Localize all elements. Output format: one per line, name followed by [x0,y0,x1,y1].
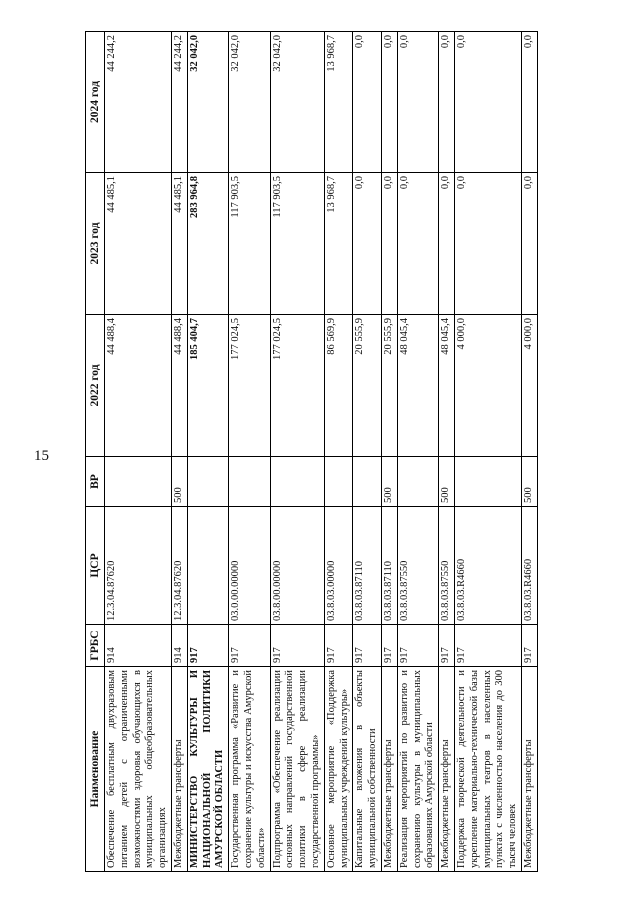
row-2024: 44 244,2 [172,32,188,173]
row-2023: 44 485,1 [172,173,188,315]
row-name: Реализация мероприятий по развитию и сохранению культуры в муниципальных образованиях Амурской области [397,667,438,872]
row-vr [105,457,172,507]
table-row [105,32,172,872]
row-grbs: 914 [172,625,188,667]
row-2022: 4 000,0 [454,315,521,457]
table-row [353,32,382,872]
row-csr: 03.8.03.00000 [324,507,353,625]
row-2024: 32 042,0 [229,32,270,173]
row-name: Основное мероприятие «Поддержка муниципальных учреждений культуры» [324,667,353,872]
row-vr [324,457,353,507]
row-csr: 03.8.00.00000 [270,507,324,625]
row-vr [270,457,324,507]
row-2022: 44 488,4 [105,315,172,457]
table-row [172,32,188,872]
row-name: Межбюджетные трансферты [172,667,188,872]
row-grbs: 917 [381,625,397,667]
row-grbs: 917 [229,625,270,667]
row-2024: 32 042,0 [270,32,324,173]
row-2022: 20 555,9 [353,315,382,457]
row-csr: 12.3.04.87620 [172,507,188,625]
row-csr: 03.8.03.87550 [397,507,438,625]
row-2023: 44 485,1 [105,173,172,315]
row-vr [187,457,228,507]
row-name: Межбюджетные трансферты [521,667,537,872]
row-2023: 0,0 [439,173,455,315]
row-csr [187,507,228,625]
row-2023: 117 903,5 [229,173,270,315]
row-2023: 13 968,7 [324,173,353,315]
row-2022: 48 045,4 [439,315,455,457]
row-2023: 0,0 [454,173,521,315]
page-number: 15 [34,448,49,464]
row-csr: 03.8.03.87550 [439,507,455,625]
table-row [229,32,270,872]
row-name: Государственная программа «Развитие и сохранение культуры и искусства Амурской области» [229,667,270,872]
col-header-name: Наименование [86,667,105,872]
row-csr: 03.8.03.R4660 [454,507,521,625]
row-2024: 32 042,0 [187,32,228,173]
row-2023: 117 903,5 [270,173,324,315]
row-vr: 500 [381,457,397,507]
table-row [454,32,521,872]
table-row [397,32,438,872]
row-name: Межбюджетные трансферты [381,667,397,872]
table-header-row [86,32,105,872]
row-name: МИНИСТЕРСТВО КУЛЬТУРЫ И НАЦИОНАЛЬНОЙ ПОЛИТИКИ АМУРСКОЙ ОБЛАСТИ [187,667,228,872]
row-csr: 03.8.03.87110 [381,507,397,625]
row-name: Поддержка творческой деятельности и укрепление материально-технической базы муниципальных театров в населенных пунктах с численностью населения до 300 тысяч человек [454,667,521,872]
row-2022: 48 045,4 [397,315,438,457]
row-vr [229,457,270,507]
col-header-vr: ВР [86,457,105,507]
row-grbs: 917 [324,625,353,667]
row-2023: 0,0 [353,173,382,315]
row-name: Межбюджетные трансферты [439,667,455,872]
row-2024: 0,0 [521,32,537,173]
row-csr: 03.8.03.R4660 [521,507,537,625]
table-row [439,32,455,872]
col-header-2024: 2024 год [86,32,105,173]
table-row [270,32,324,872]
row-grbs: 917 [439,625,455,667]
row-name: Подпрограмма «Обеспечение реализации основных направлений государственной политики в сфере реализации государственной программы» [270,667,324,872]
row-2022: 185 404,7 [187,315,228,457]
row-2024: 0,0 [454,32,521,173]
row-2024: 0,0 [397,32,438,173]
row-2023: 0,0 [397,173,438,315]
budget-table-rotated [85,32,570,872]
row-csr: 12.3.04.87620 [105,507,172,625]
row-name: Капитальные вложения в объекты муниципальной собственности [353,667,382,872]
col-header-2022: 2022 год [86,315,105,457]
row-2024: 0,0 [381,32,397,173]
row-2023: 0,0 [521,173,537,315]
row-2022: 20 555,9 [381,315,397,457]
row-grbs: 917 [454,625,521,667]
row-vr [397,457,438,507]
row-csr: 03.8.03.87110 [353,507,382,625]
row-grbs: 917 [521,625,537,667]
row-grbs: 917 [187,625,228,667]
row-2023: 0,0 [381,173,397,315]
table-row [381,32,397,872]
row-name: Обеспечение бесплатным двухразовым питанием детей с ограниченными возможностями здоровья обучающихся в муниципальных общеобразовательных организациях [105,667,172,872]
row-2024: 0,0 [439,32,455,173]
row-2022: 86 569,9 [324,315,353,457]
row-vr [353,457,382,507]
budget-table [85,31,538,872]
row-2023: 283 964,8 [187,173,228,315]
row-csr: 03.0.00.00000 [229,507,270,625]
row-grbs: 917 [353,625,382,667]
row-vr [454,457,521,507]
row-2022: 44 488,4 [172,315,188,457]
table-row [187,32,228,872]
table-row [521,32,537,872]
row-2022: 177 024,5 [270,315,324,457]
col-header-2023: 2023 год [86,173,105,315]
row-grbs: 914 [105,625,172,667]
row-grbs: 917 [270,625,324,667]
col-header-csr: ЦСР [86,507,105,625]
row-2024: 13 968,7 [324,32,353,173]
row-2024: 0,0 [353,32,382,173]
col-header-grbs: ГРБС [86,625,105,667]
row-2022: 4 000,0 [521,315,537,457]
row-vr: 500 [172,457,188,507]
row-vr: 500 [439,457,455,507]
row-2022: 177 024,5 [229,315,270,457]
row-vr: 500 [521,457,537,507]
table-row [324,32,353,872]
row-grbs: 917 [397,625,438,667]
row-2024: 44 244,2 [105,32,172,173]
table-body [105,32,538,872]
